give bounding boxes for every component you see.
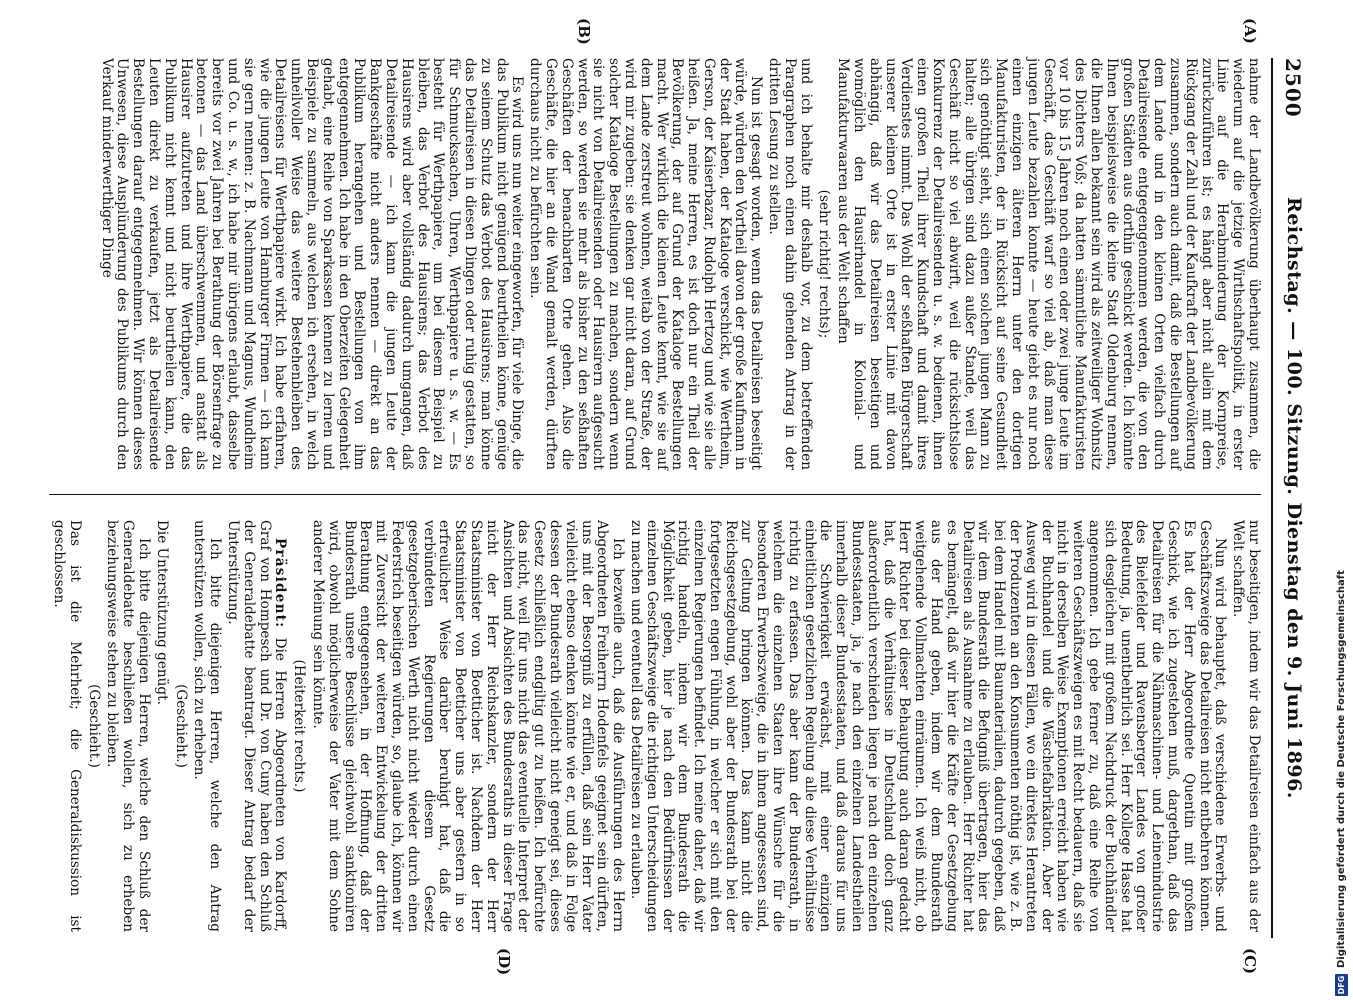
paragraph: Ich bezweifle auch, daß die Ausführungen des Herrn Abgeordneten Freiherrn Hodenfels geeignet sein dürften, uns mit der Besorgniß zu erfüllen, daß sein Herr Vater vielleicht ebenso denken könnte wie er, und daß in Folge dessen der Bundesrath vielleicht nicht geneigt sei, dieses Gesetz schließlich endgiltig gut zu heißen. Ich befürchte das nicht, weil für uns nicht das eventuelle Interpret der Ansichten und Absichten des Bundesraths in dieser Frage nicht der Herr Reichskanzler, sondern der Herr Staatsminister von Boetticher ist. Nachdem der Herr Staatsminister von Boetticher uns aber gestern in so erfreulicher Weise darüber beruhigt hat, daß die verbündeten Regierungen diesem Gesetz gesetzgeberischen Werth nicht nicht wieder durch einen Federstrich beseitigen würden, so, glaube ich, können wir mit Zuversicht der weiteren Entwickelung der dritten Berathung entgegensehen, in der Hoffnung, daß der Bundesrath unsere Beschlüsse gleichwohl sanktioniren wird, obwohl möglicherweise der Vater mit dem Sohne anderer Meinung sein könnte. (309, 520, 627, 932)
funding-note: Digitalisierung gefördert durch die Deutsche Forschungsgemeinschaft (1336, 570, 1347, 968)
paragraph: nur beseitigen, indem wir das Detailreisen einfach aus der Welt schaffen. (1230, 520, 1262, 932)
paragraph: nahme der Landbevölkerung überhaupt zusammen, die wiederum auf die jetzige Wirthschaftspolitik, in erster Linie auf die Herabminderung der Kornpreise, zurückzuführen ist; es hängt aber nicht allein mit dem Rückgang der Zahl und der Kaufkraft der Landbevölkerung zusammen, sondern auch damit, daß die Bestellungen auf dem Lande und in den kleinen Orten vielfach durch Detailreisende entgegengenommen werden, die von den großen Städten aus dorthin geschickt werden. Ich könnte Ihnen beispielsweise die kleine Stadt Oldenburg nennen, die Ihnen allen bekannt sein wird als zeitweiliger Wohnsitz des Dichters Voß; da hatten sämmtliche Manufakturisten vor 10 bis 15 Jahren noch einen oder zwei junge Leute im Geschäft, das Geschäft warf so viel ab, daß man diese jungen Leute bezahlen konnte — heute giebt es nur noch einen einzigen älteren Herrn unter den dortigen Manufakturisten, der in Rücksicht auf seine Gesundheit sich genöthigt sieht, sich einen solchen jungen Mann zu halten; alle übrigen sind dazu außer Stande, weil das Geschäft nicht so viel abwirft, weil die rücksichtslose Konkurrenz der Detailreisenden u. s. w. bedienen, ihnen einen großen Theil ihrer Kundschaft und damit ihres Verdienstes nimmt. Das Wohl der seßhaften Bürgerschaft unserer kleinen Orte ist in erster Linie mit davon abhängig, daß wir das Detailreisen beseitigen und womöglich den Hausirhandel in Kolonial- und Manufakturwaaren aus der Welt schaffen (835, 58, 1262, 470)
paragraph: und ich behalte mir deshalb vor, zu dem betreffenden Paragraphen noch einen dahin gehenden Antrag in der dritten Lesung zu stellen. (766, 58, 814, 470)
margin-marker-b: (B) (575, 18, 593, 45)
interjection: (Heiterkeit rechts.) (291, 659, 308, 793)
running-head: Reichstag. — 100. Sitzung. Dienstag den 9. Juni 1896. (1283, 197, 1305, 799)
funding-sidebar (1330, 0, 1353, 996)
margin-marker-a: (A) (1241, 18, 1259, 44)
left-column (96, 58, 1261, 470)
page-header (1271, 58, 1313, 938)
interjection: (Geschieht.) (172, 684, 189, 768)
paragraph: Nun wird behauptet, daß verschiedene Erwerbs- und Geschäftszweige das Detailreisen nicht entbehren können. Es hat der Herr Abgeordnete Quentin mit großem Geschick, wie ich zugestehen muß, dargethan, daß das Detailreisen für die Nähmaschinen- und Leinenindustrie des Bielefelder und Ravensberger Landes von großer Bedeutung, ja, unentbehrlich sei. Herr Kollege Hasse hat sich desgleichen mit großem Nachdruck der Buchhändler angenommen. Ich gebe ferner zu, daß eine Reihe von weiteren Geschäftszweigen es mit Recht bedauern, daß sie nicht in derselben Weise Exemptionen erreicht haben wie der Buchhandel und die Wäschefabrikation. Aber der Ausweg wird in diesen Fällen, wo ein direktes Herantreten der Produzenten an den Konsumenten nöthig ist, wie z. B. bei dem Handel mit Baumaterialien, dadurch gegeben, daß wir dem Bundesrath die Befugniß übertragen, hier das Detailreisen als Ausnahme zu erlauben. Herr Richter hat es bemängelt, daß wir hier die Kräfte der Gesetzgebung aus der Hand geben, indem wir dem Bundesrath weitgehende Vollmachten einräumen. Ich weiß nicht, ob Herr Richter bei dieser Behauptung auch daran gedacht hat, daß die Verhältnisse in Deutschland doch ganz außerordentlich verschieden liegen je nach den einzelnen Bundesstaaten, ja, je nach den einzelnen Landestheilen innerhalb dieser Bundesstaaten, und daß daraus für uns die Schwierigkeit erwächst, mit einer einzigen einheitlichen gesetzlichen Regelung alle diese Verhältnisse richtig zu erfassen. Das aber kann der Bundesrath, in welchem die einzelnen Staaten ihre Wünsche für die besonderen Erwerbszweige, die in ihnen angesessen sind, zur Geltung bringen können. Das kann nicht die Reichsgesetzgebung, wohl aber der Bundesrath bei der fortgesetzten engen Fühlung, in welcher er sich mit den einzelnen Regierungen befindet. Ich meine daher, daß wir richtig handeln, indem wir dem Bundesrath die Möglichkeit geben, hier je nach den Bedürfnissen der einzelnen Geschäftszweige die richtigen Unterscheidungen zu machen und eventuell das Detailreisen zu erlauben. (627, 520, 1229, 932)
speaker-text: Die Herren Abgeordneten von Kardorff, Graf von Hompesch und Dr. von Cuny haben den Schluß der Generaldebatte beantragt. Dieser Antrag bedarf der Unterstützung. (225, 520, 289, 932)
paragraph: Nun ist gesagt worden, wenn das Detailreisen beseitigt würde, würden den Vortheil davon der große Kaufmann in der Stadt haben, der Kataloge verschickt, wie Wertheim, Gerson, der Kaiserbazar, Rudolph Hertzog und wie sie alle heißen. Ja, meine Herren, es ist doch nur ein Theil der Bevölkerung, der auf Grund der Kataloge Bestellungen macht. Wer wirklich die kleinen Leute kennt, wie sie auf dem Lande zerstreut wohnen, weitab von der Straße, der wird mir zugeben: sie denken gar nicht daran, auf Grund solcher Kataloge Bestellungen zu machen, sondern wenn sie nicht von Detailreisenden oder Hausirern aufgesucht werden, so werden sie mehr als bisher zu den seßhaften Geschäften der benachbarten Orte gehen. Also die Geschäfte, die hier an die Wand gemalt werden, dürften durchaus nicht zu befürchten sein. (527, 58, 765, 470)
right-column (48, 520, 1261, 932)
paragraph: Ich bitte diejenigen Herren, welche den Antrag unterstützen wollen, sich zu erheben. (191, 520, 224, 932)
column-rule (49, 494, 1261, 495)
paragraph: Das ist die Mehrheit; die Generaldiskussion ist geschlossen. (51, 520, 83, 932)
margin-marker-d: (D) (495, 948, 513, 976)
margin-marker-c: (C) (1241, 948, 1259, 975)
interjection: (Geschieht.) (85, 684, 102, 768)
interjection: (sehr richtig! rechts); (816, 189, 833, 339)
paragraph: Die Unterstützung genügt. (153, 520, 170, 705)
dfg-logo-icon: DFG (1336, 975, 1346, 995)
speaker-label: Präsident: (272, 538, 289, 629)
paragraph: Ich bitte diejenigen Herren, welche den Schluß der Generaldebatte beschließen wollen, sich zu erheben beziehungsweise stehen zu bleiben. (104, 520, 153, 932)
paragraph (224, 520, 287, 932)
page-number: 2500 (1281, 58, 1305, 118)
paragraph: Es wird uns nun weiter eingeworfen, für viele Dinge, die das Publikum nicht genügend beurtheilen könne, genüge zu seinem Schutz das Verbot des Hausirens; man könne das Detailreisen in diesen Dingen oder ruhig gestatten, so für Schmucksachen, Uhren, Werthpapiere u. s. w. — Es besteht für Werthpapiere, um bei diesem Beispiel zu bleiben, das Verbot des Hausirens; das Verbot des Hausirens wird aber vollständig dadurch umgangen, daß Detailreisende — ich kann die jungen Leute der Bankgeschäfte nicht anders nennen — direkt an das Publikum herangehen und Bestellungen von ihm entgegennehmen. Ich habe in den Oberzeiten Gelegenheit gehabt, eine Reihe von Sparkassen kennen zu lernen und Beispiele zu sammeln, aus welchen ich ersehen, in welch unheilvoller Weise das weitere Bestehenbleiben des Detailreisens für Werthpapiere wirkt. Ich habe erfahren, wie die jungen Leute von Hamburger Firmen — ich kann sie gern nennen: z. B. Nachmann und Magnus, Wundheim und Co. u. s. w., ich habe mir übrigens erlaubt, dasselbe bereits vor zwei Jahren bei Berathung der Börsenfrage zu betonen — das Land überschwemmen, und anstatt als Hausirer aufzutreten und ihre Werthpapiere, die das Publikum nicht kennt und nicht beurtheilen kann, den Leuten direkt zu verkaufen, jetzt als Detailreisende Bestellungen darauf entgegennehmen. Wir können dieses Unwesen, diese Ausplünderung des Publikums durch den Verkauf minderwerthiger Dinge (98, 58, 526, 470)
